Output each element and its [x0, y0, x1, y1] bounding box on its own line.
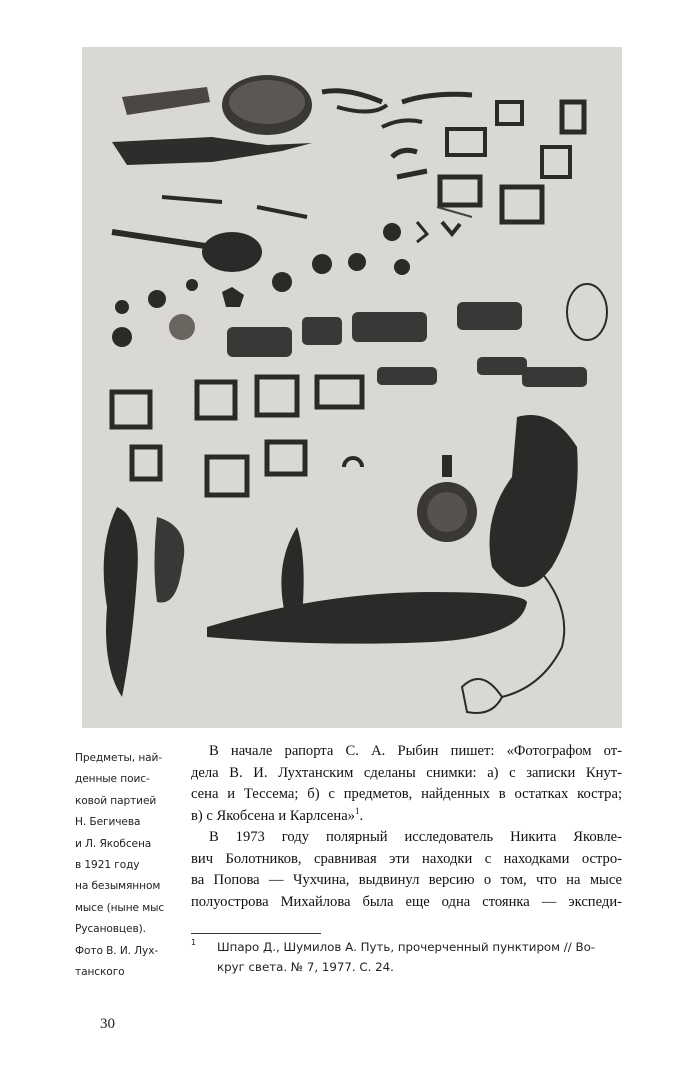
caption-line: в 1921 году [75, 859, 140, 872]
text-line: дела В. И. Лухтанским сделаны снимки: а) с записки Кнут- [191, 764, 622, 781]
footnote-ref[interactable]: 1 [354, 805, 360, 816]
footnote-line: Шпаро Д., Шумилов А. Путь, прочерченный пунктиром // Во- [217, 940, 596, 954]
caption-line: Н. Бегичева [75, 816, 141, 829]
footnote-marker: 1 [191, 938, 197, 947]
text-line: полуострова Михайлова была еще одна стоянка — экспеди- [191, 893, 622, 910]
caption-line: Предметы, най- [75, 752, 163, 764]
text-line: сена и Тессема; б) с предметов, найденных в остатках костра; [191, 786, 622, 802]
figure-caption [75, 748, 185, 983]
page-number: 30 [100, 1016, 115, 1032]
main-text [191, 741, 622, 913]
caption-line: Русановцев). [75, 923, 146, 936]
caption-line: денные поис- [75, 773, 150, 786]
text-line: вич Болотников, сравнивая эти находки с находками остро- [191, 850, 622, 867]
text-line: ва Попова — Чухчина, выдвинул версию о том, что на мысе [191, 872, 622, 888]
footnote-divider [191, 933, 321, 934]
footnote-line: круг света. № 7, 1977. С. 24. [217, 960, 394, 974]
footnote [191, 937, 622, 977]
text-line: В начале рапорта С. А. Рыбин пишет: «Фотографом от- [209, 743, 622, 759]
archival-photo [82, 47, 622, 728]
caption-line: на безымянном [75, 880, 161, 893]
caption-line: танского [75, 966, 125, 979]
text-line: В 1973 году полярный исследователь Никита Яковле- [209, 829, 622, 845]
caption-line: и Л. Якобсена [75, 837, 152, 850]
caption-line: ковой партией [75, 794, 157, 807]
text-line-with-ref: в) с Якобсена и Карлсена»$^1$. [191, 805, 364, 824]
caption-line: Фото В. И. Лух- [75, 944, 159, 957]
photo-artifacts-illustration [82, 47, 622, 728]
text-line: в) с Якобсена и Карлсена» [191, 807, 355, 824]
caption-line: мысе (ныне мыс [75, 901, 165, 914]
